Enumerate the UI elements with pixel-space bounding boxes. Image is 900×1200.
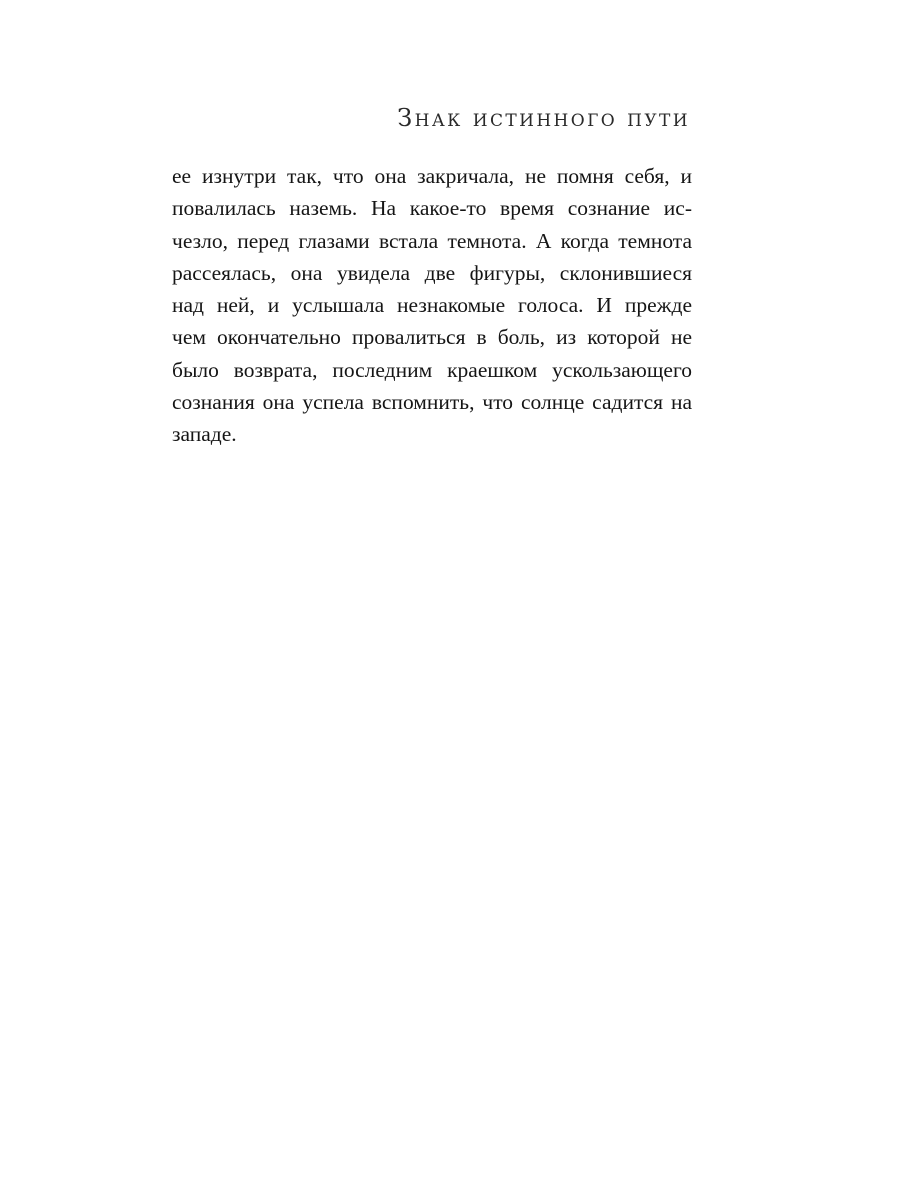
text-line: повалилась наземь. На какое-то время сознание ис- (172, 196, 692, 221)
text-line: сознания она успела вспомнить, что солнце садится на (172, 390, 692, 415)
text-line: ее изнутри так, что она закричала, не помня себя, и (172, 164, 692, 188)
text-line: было возврата, последним краешком ускользающего (172, 357, 692, 382)
text-line: рассеялась, она увидела две фигуры, склонившиеся (172, 260, 692, 285)
text-line: чезло, перед глазами встала темнота. А когда темнота (172, 228, 692, 253)
text-line: западе. (172, 422, 237, 447)
running-head: Знак истинного пути (397, 104, 690, 132)
body-paragraph (172, 160, 692, 451)
text-line: чем окончательно провалиться в боль, из которой не (172, 325, 692, 350)
text-line: над ней, и услышала незнакомые голоса. И прежде (172, 293, 692, 318)
